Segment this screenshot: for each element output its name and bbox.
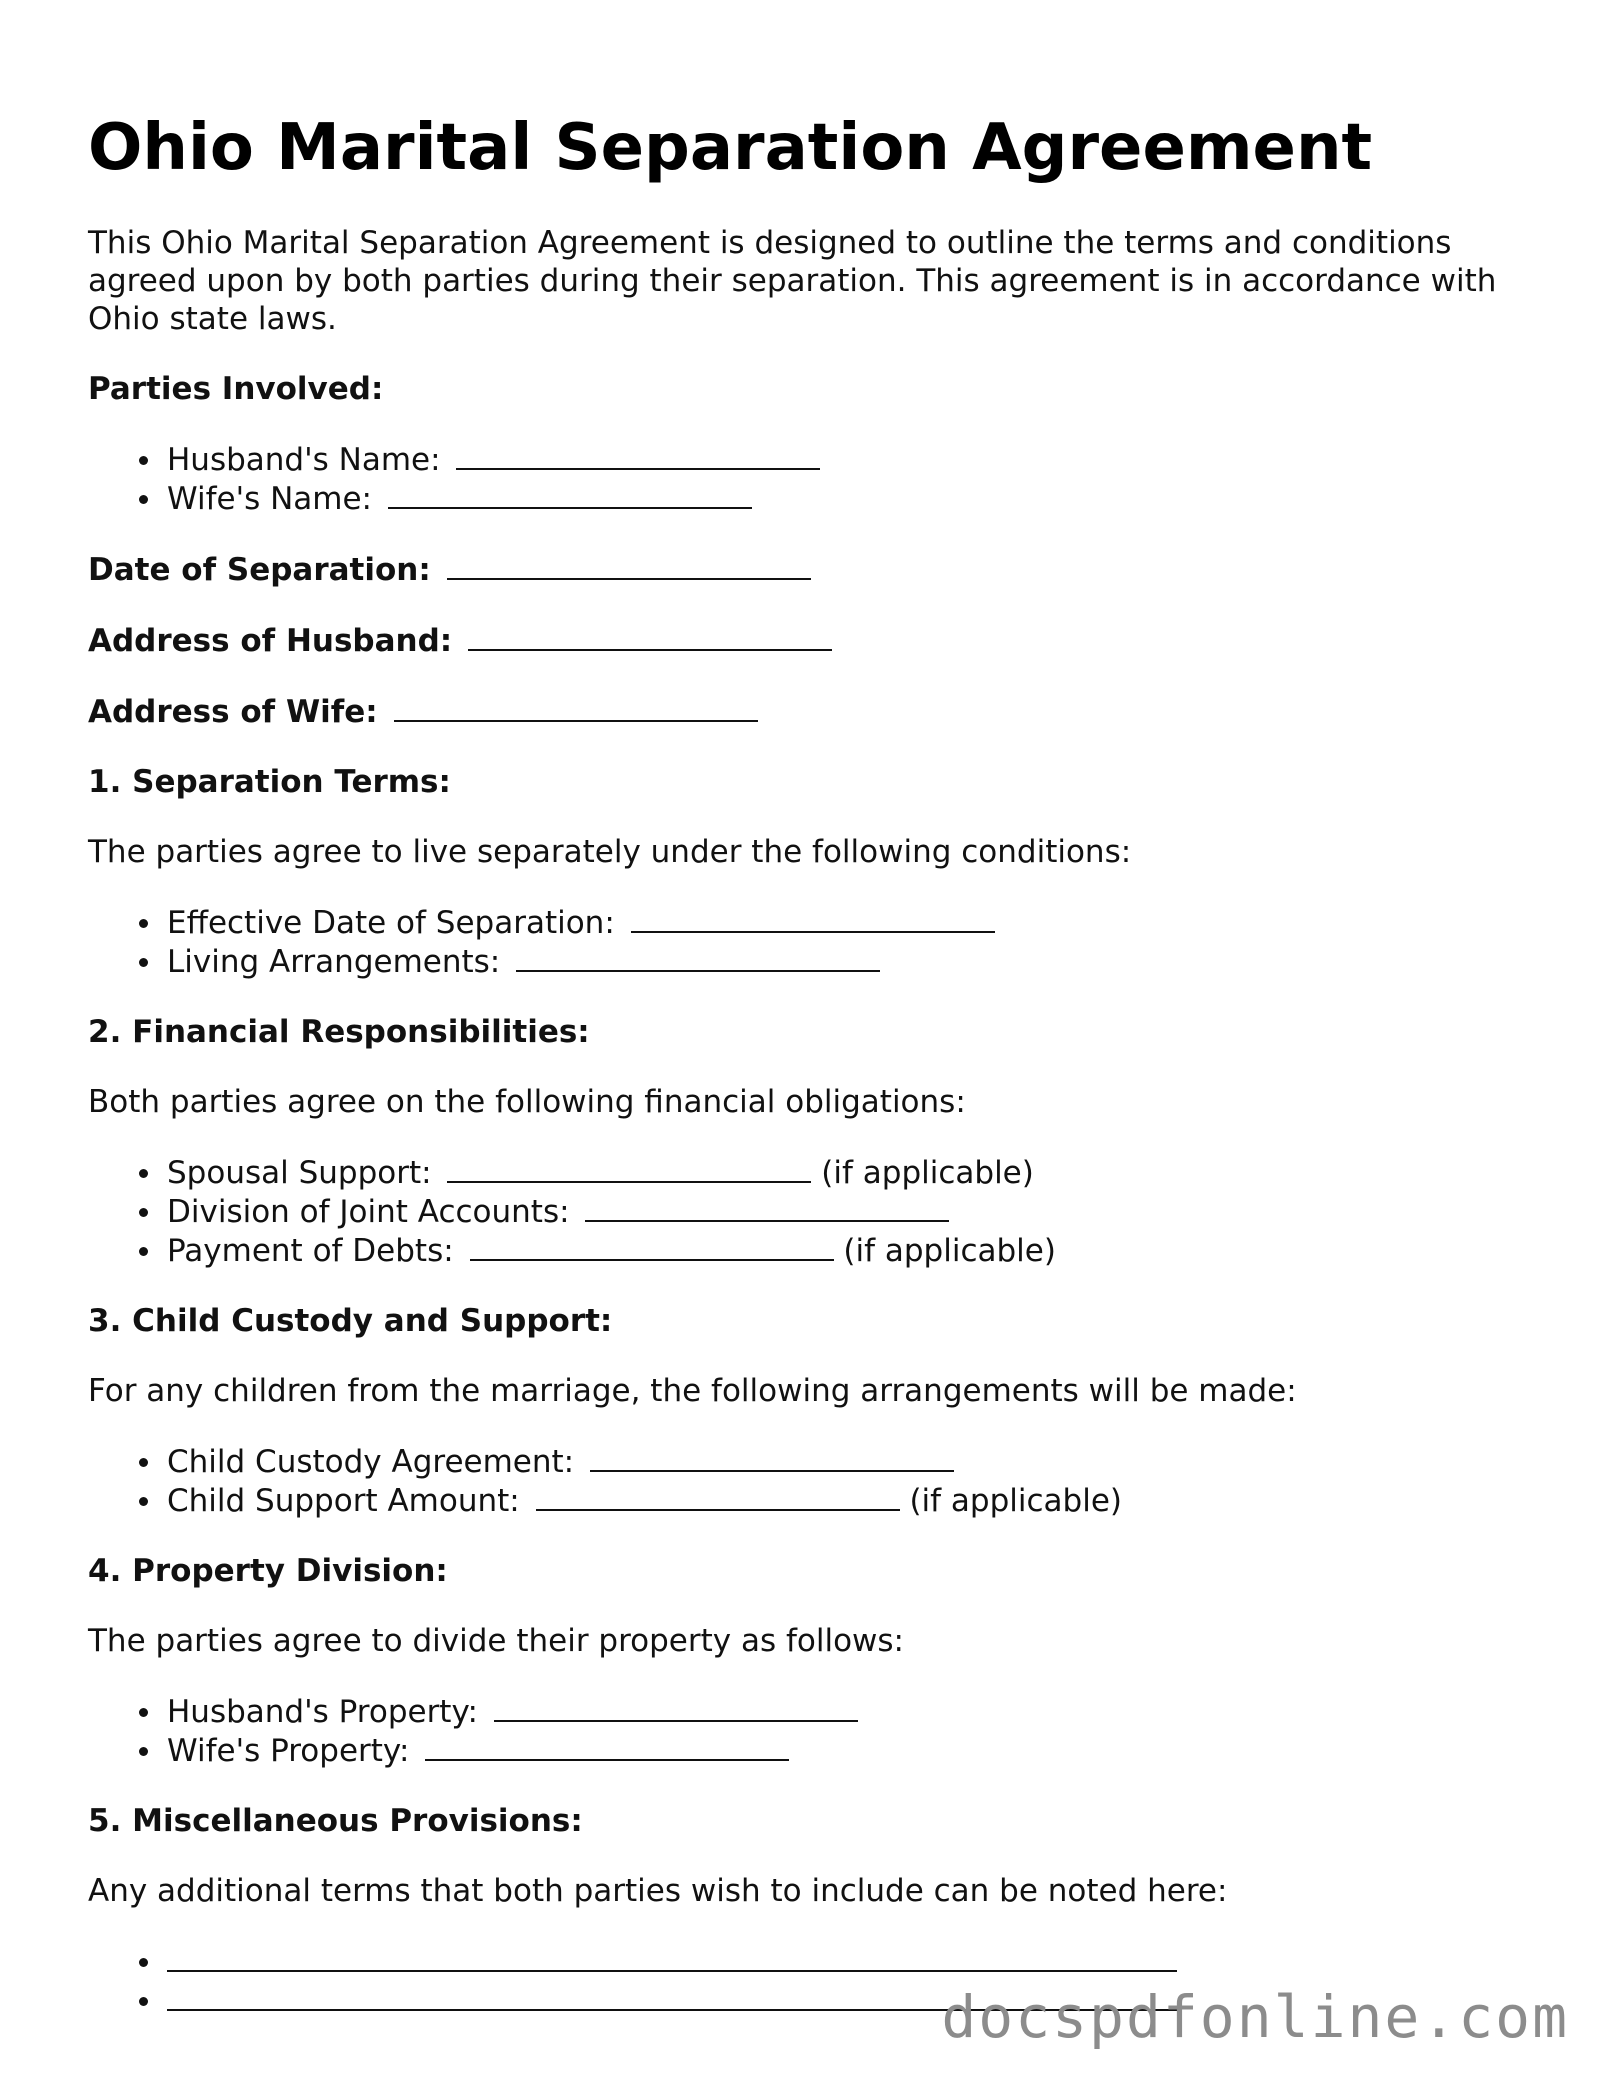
watermark: docspdfonline.com: [941, 1983, 1569, 2051]
item-label: Payment of Debts:: [167, 1233, 454, 1269]
husband-name-field[interactable]: [456, 440, 820, 470]
section-heading: 1. Separation Terms:: [88, 764, 451, 800]
section-list: [88, 1442, 1528, 1520]
list-item: [167, 1942, 1528, 1981]
item-suffix: (if applicable): [843, 1233, 1056, 1269]
wife-name-label: Wife's Name:: [167, 481, 372, 517]
list-item: [167, 903, 1528, 942]
date-of-separation-row: [88, 550, 1528, 589]
list-item: [167, 1192, 1528, 1231]
section-list: [88, 1692, 1528, 1770]
wife-name-field[interactable]: [388, 479, 752, 509]
item-label: Living Arrangements:: [167, 944, 501, 980]
living-arrangements-field[interactable]: [516, 942, 880, 972]
list-item: [167, 1231, 1528, 1270]
husband-name-label: Husband's Name:: [167, 442, 441, 478]
child-custody-field[interactable]: [590, 1442, 954, 1472]
address-wife-field[interactable]: [394, 692, 758, 722]
wife-property-field[interactable]: [425, 1731, 789, 1761]
address-husband-row: [88, 621, 1528, 660]
item-suffix: (if applicable): [909, 1483, 1122, 1519]
list-item: [167, 1481, 1528, 1520]
section-list: [88, 903, 1528, 981]
document-title: Ohio Marital Separation Agreement: [88, 111, 1373, 185]
payment-of-debts-field[interactable]: [470, 1231, 834, 1261]
item-label: Child Support Amount:: [167, 1483, 520, 1519]
address-husband-field[interactable]: [468, 621, 832, 651]
section-text: For any children from the marriage, the following arrangements will be made:: [88, 1373, 1297, 1409]
list-item: [167, 942, 1528, 981]
parties-heading: Parties Involved:: [88, 371, 384, 407]
item-label: Spousal Support:: [167, 1155, 432, 1191]
section-heading: 2. Financial Responsibilities:: [88, 1014, 590, 1050]
section-text: Any additional terms that both parties wish to include can be noted here:: [88, 1873, 1228, 1909]
address-wife-row: [88, 692, 1528, 731]
joint-accounts-field[interactable]: [585, 1192, 949, 1222]
section-heading: 5. Miscellaneous Provisions:: [88, 1803, 583, 1839]
child-support-field[interactable]: [536, 1481, 900, 1511]
parties-list: [88, 440, 1528, 518]
list-item: [167, 1442, 1528, 1481]
item-label: Wife's Property:: [167, 1733, 410, 1769]
intro-paragraph: This Ohio Marital Separation Agreement is designed to outline the terms and conditions agreed upon by both parties during their separation. This agreement is in accordance with Ohio state laws.: [88, 225, 1497, 337]
effective-date-field[interactable]: [631, 903, 995, 933]
address-husband-label: Address of Husband:: [88, 623, 453, 659]
section-heading: 3. Child Custody and Support:: [88, 1303, 613, 1339]
section-text: The parties agree to live separately under the following conditions:: [88, 834, 1132, 870]
list-item: [167, 1692, 1528, 1731]
item-label: Husband's Property:: [167, 1694, 478, 1730]
list-item: [167, 1153, 1528, 1192]
section-text: Both parties agree on the following financial obligations:: [88, 1084, 966, 1120]
address-wife-label: Address of Wife:: [88, 694, 378, 730]
item-label: Effective Date of Separation:: [167, 905, 615, 941]
misc-provision-field-1[interactable]: [167, 1942, 1177, 1972]
section-text: The parties agree to divide their property as follows:: [88, 1623, 905, 1659]
document-page: [88, 108, 1528, 2052]
date-of-separation-label: Date of Separation:: [88, 552, 431, 588]
date-of-separation-field[interactable]: [447, 550, 811, 580]
item-label: Division of Joint Accounts:: [167, 1194, 570, 1230]
husband-property-field[interactable]: [494, 1692, 858, 1722]
spousal-support-field[interactable]: [447, 1153, 811, 1183]
list-item: [167, 1731, 1528, 1770]
section-heading: 4. Property Division:: [88, 1553, 448, 1589]
item-suffix: (if applicable): [821, 1155, 1034, 1191]
list-item: [167, 440, 1528, 479]
section-list: [88, 1153, 1528, 1270]
list-item: [167, 479, 1528, 518]
item-label: Child Custody Agreement:: [167, 1444, 575, 1480]
